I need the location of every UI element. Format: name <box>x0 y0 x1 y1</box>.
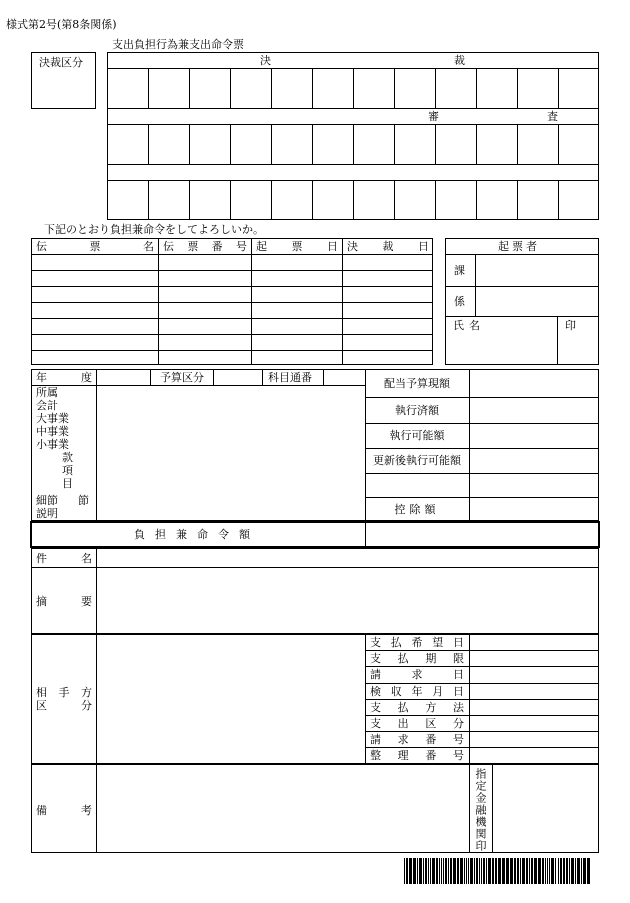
col-decision-date: 決 裁 日 <box>347 240 429 253</box>
col-slip-name: 伝 票 名 <box>36 240 154 253</box>
payment-field-label: 検 収 年 月 日 <box>370 685 464 698</box>
subject-section <box>31 548 599 634</box>
payment-field-label: 支 払 希 望 日 <box>370 636 464 649</box>
commitment-amount-label: 負担兼命令額 <box>134 528 260 541</box>
payment-field-label: 支 払 期 限 <box>370 652 464 665</box>
account-number-label: 科目通番 <box>268 371 312 384</box>
executed-amount-label: 執行済額 <box>395 404 439 417</box>
originator-title: 起票者 <box>498 240 540 253</box>
payment-field-value[interactable] <box>470 716 598 730</box>
unit-label: 係 <box>454 295 465 308</box>
payment-field-value[interactable] <box>470 635 598 649</box>
section-label: 課 <box>454 264 465 277</box>
form-number: 様式第2号(第8条関係) <box>6 18 117 31</box>
commitment-amount-row <box>30 521 600 548</box>
description-label: 説明 <box>36 507 58 520</box>
deduction-label: 控除額 <box>394 503 440 516</box>
payment-field-value[interactable] <box>470 651 598 665</box>
payment-field-value[interactable] <box>470 667 598 681</box>
year-label: 年 度 <box>36 371 92 384</box>
payment-field-value[interactable] <box>470 700 598 714</box>
form-title: 支出負担行為兼支出命令票 <box>112 38 244 51</box>
budget-class-label: 予算区分 <box>160 371 204 384</box>
setsu-label: 節 <box>78 494 89 507</box>
affiliation-label: 所属 <box>36 386 58 399</box>
request-text: 下記のとおり負担兼命令をしてよろしいか。 <box>44 223 264 236</box>
payment-field-label: 請 求 番 号 <box>370 733 464 746</box>
allocated-budget-label: 配当予算現額 <box>384 377 450 390</box>
originator-box <box>445 238 599 365</box>
barcode-icon <box>404 858 592 884</box>
remarks-section <box>31 764 599 853</box>
payment-field-label: 支 払 方 法 <box>370 701 464 714</box>
col-slip-number: 伝 票 番 号 <box>163 240 247 253</box>
budget-section <box>31 369 599 521</box>
payee-label: 相 手 方 区 分 <box>36 686 92 712</box>
audit-header: 審 査 <box>428 110 558 123</box>
kou-label: 項 <box>62 464 73 477</box>
remarks-label: 備 考 <box>36 804 92 817</box>
bank-seal-label: 指定金融機関印 <box>474 768 487 852</box>
col-issue-date: 起 票 日 <box>256 240 338 253</box>
summary-label: 摘 要 <box>36 595 92 608</box>
payment-field-value[interactable] <box>470 684 598 698</box>
account-label: 会計 <box>36 399 58 412</box>
updated-executable-label: 更新後執行可能額 <box>373 454 461 467</box>
payment-field-label: 請 求 日 <box>370 668 464 681</box>
moku-label: 目 <box>62 477 73 490</box>
seal-label: 印 <box>565 319 576 332</box>
kan-label: 款 <box>62 451 73 464</box>
minor-project-label: 小事業 <box>36 438 69 451</box>
item-name-label: 件 名 <box>36 552 92 565</box>
decision-header-chars: 決 裁 <box>260 54 465 67</box>
payment-field-label: 整 理 番 号 <box>370 749 464 762</box>
payment-field-value[interactable] <box>470 732 598 746</box>
detail-section-label: 細節 <box>36 494 58 507</box>
mid-project-label: 中事業 <box>36 425 69 438</box>
name-label: 氏名 <box>453 319 485 332</box>
payment-field-label: 支 出 区 分 <box>370 717 464 730</box>
executable-amount-label: 執行可能額 <box>389 429 445 442</box>
decision-category-label: 決裁区分 <box>39 56 83 69</box>
payment-field-value[interactable] <box>470 748 598 762</box>
major-project-label: 大事業 <box>36 412 69 425</box>
